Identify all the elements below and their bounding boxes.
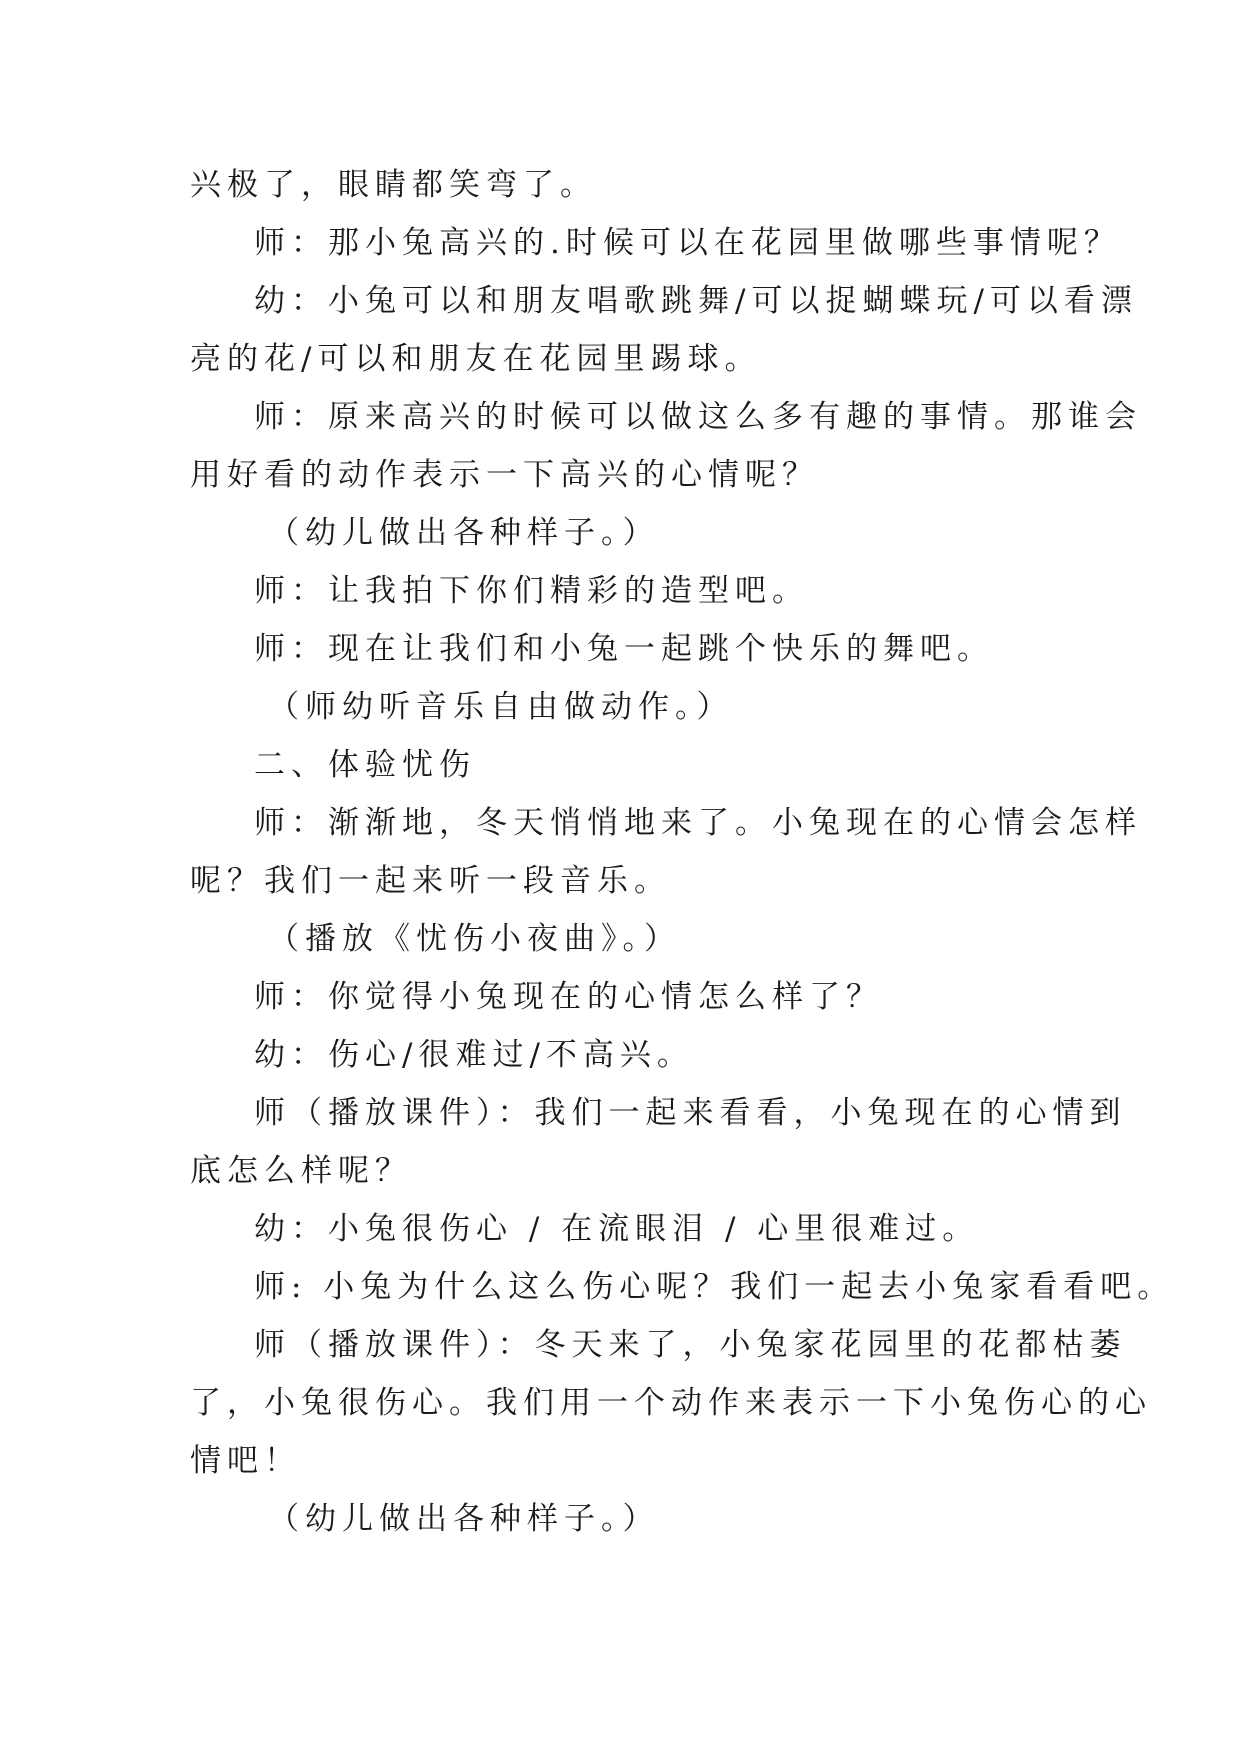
dialogue-teacher: 师（播放课件）：我们一起来看看，小兔现在的心情到 [254,1095,1127,1131]
dialogue-teacher: 师：现在让我们和小兔一起跳个快乐的舞吧。 [254,631,994,667]
dialogue-teacher: 师（播放课件）：冬天来了，小兔家花园里的花都枯萎 [254,1327,1127,1363]
dialogue-teacher: 师：渐渐地，冬天悄悄地来了。小兔现在的心情会怎样 [254,805,1142,841]
dialogue-teacher: 师: 小兔为什么这么伤心呢？我们一起去小兔家看看吧。 [254,1269,1175,1305]
dialogue-teacher: 师：你觉得小兔现在的心情怎么样了？ [254,979,883,1015]
dialogue-child: 幼：伤心/很难过/不高兴。 [254,1037,694,1073]
stage-direction: （幼儿做出各种样子。） [268,1501,660,1537]
dialogue-teacher: 师：原来高兴的时候可以做这么多有趣的事情。那谁会 [254,399,1142,435]
stage-direction: （师幼听音乐自由做动作。） [268,689,734,725]
text-line-continuation: 情吧！ [190,1443,301,1479]
text-line-continuation: 用好看的动作表示一下高兴的心情呢？ [190,457,819,493]
text-line-continuation: 呢？我们一起来听一段音乐。 [190,863,671,899]
dialogue-child: 幼：小兔可以和朋友唱歌跳舞/可以捉蝴蝶玩/可以看漂 [254,283,1138,319]
dialogue-teacher: 师：那小兔高兴的.时候可以在花园里做哪些事情呢？ [254,225,1121,261]
dialogue-teacher: 师：让我拍下你们精彩的造型吧。 [254,573,809,609]
text-line-continuation: 底怎么样呢？ [190,1153,412,1189]
text-line-continuation: 亮的花/可以和朋友在花园里踢球。 [190,341,762,377]
stage-direction: （幼儿做出各种样子。） [268,515,660,551]
dialogue-child: 幼：小兔很伤心 / 在流眼泪 / 心里很难过。 [254,1211,980,1247]
document-page [190,156,1175,1548]
stage-direction: （播放《忧伤小夜曲》。） [268,921,681,957]
text-line-continuation: 了，小兔很伤心。我们用一个动作来表示一下小兔伤心的心 [190,1385,1152,1421]
text-line-continuation: 兴极了，眼睛都笑弯了。 [190,167,597,203]
section-heading: 二、体验忧伤 [254,747,476,783]
